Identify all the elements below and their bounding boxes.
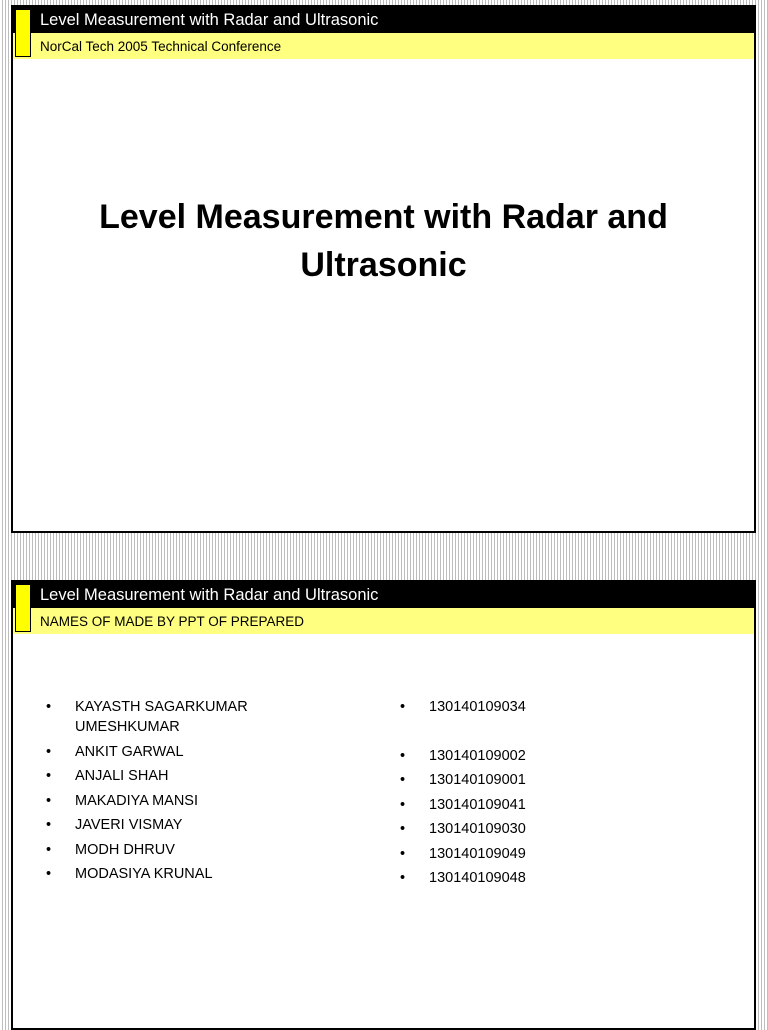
list-item <box>43 864 343 884</box>
student-name: MODH DHRUV <box>75 841 175 858</box>
list-item <box>397 746 697 766</box>
bullet: • <box>400 796 406 813</box>
header-subtitle: NAMES OF MADE BY PPT OF PREPARED <box>40 614 305 629</box>
slide-title-line-2: Ultrasonic <box>300 246 467 284</box>
enrollment-number: 130140109002 <box>429 747 526 764</box>
header-subtitle: NorCal Tech 2005 Technical Conference <box>40 39 282 54</box>
bullet: • <box>400 747 406 764</box>
enrollment-number: 130140109041 <box>429 796 526 813</box>
names-list <box>43 697 343 889</box>
header-title: Level Measurement with Radar and Ultrasonic <box>40 586 379 604</box>
header-bar <box>13 7 754 33</box>
student-name: KAYASTH SAGARKUMAR UMESHKUMAR <box>75 699 248 735</box>
bullet: • <box>400 699 406 715</box>
student-name: JAVERI VISMAY <box>75 817 183 833</box>
list-item <box>397 868 697 888</box>
student-name: MAKADIYA MANSI <box>75 792 199 809</box>
accent-bar <box>15 9 31 57</box>
bullet: • <box>46 768 52 784</box>
names-slide <box>11 580 756 1030</box>
list-item <box>43 815 343 835</box>
list-item <box>43 742 343 762</box>
bullet: • <box>400 772 406 788</box>
enrollment-number: 130140109030 <box>429 821 526 837</box>
student-name: MODASIYA KRUNAL <box>75 866 213 882</box>
subheader-bar <box>13 608 754 634</box>
list-item <box>43 697 343 737</box>
bullet: • <box>400 845 406 862</box>
accent-bar <box>15 584 31 632</box>
bullet: • <box>46 841 52 858</box>
list-item <box>397 770 697 790</box>
list-item <box>43 766 343 786</box>
bullet: • <box>400 821 406 837</box>
list-item <box>43 840 343 860</box>
list-item <box>397 819 697 839</box>
enrollment-number: 130140109001 <box>429 772 526 788</box>
header-bar <box>13 582 754 608</box>
enrollment-list <box>397 697 697 893</box>
enrollment-number: 130140109048 <box>429 870 526 886</box>
bullet: • <box>46 699 52 715</box>
slide-title <box>13 193 754 289</box>
enrollment-number: 130140109034 <box>429 699 526 715</box>
list-item <box>43 791 343 811</box>
student-name: ANKIT GARWAL <box>75 743 184 760</box>
bullet: • <box>400 870 406 886</box>
bullet: • <box>46 743 52 760</box>
bullet: • <box>46 792 52 809</box>
slide-title-line-1: Level Measurement with Radar and <box>99 198 668 236</box>
bullet: • <box>46 866 52 882</box>
list-item <box>397 844 697 864</box>
header-title: Level Measurement with Radar and Ultrasonic <box>40 11 379 29</box>
list-item <box>397 795 697 815</box>
enrollment-number: 130140109049 <box>429 845 526 862</box>
student-name: ANJALI SHAH <box>75 768 169 784</box>
subheader-bar <box>13 33 754 59</box>
bullet: • <box>46 817 52 833</box>
title-slide <box>11 5 756 533</box>
list-item <box>397 697 697 717</box>
